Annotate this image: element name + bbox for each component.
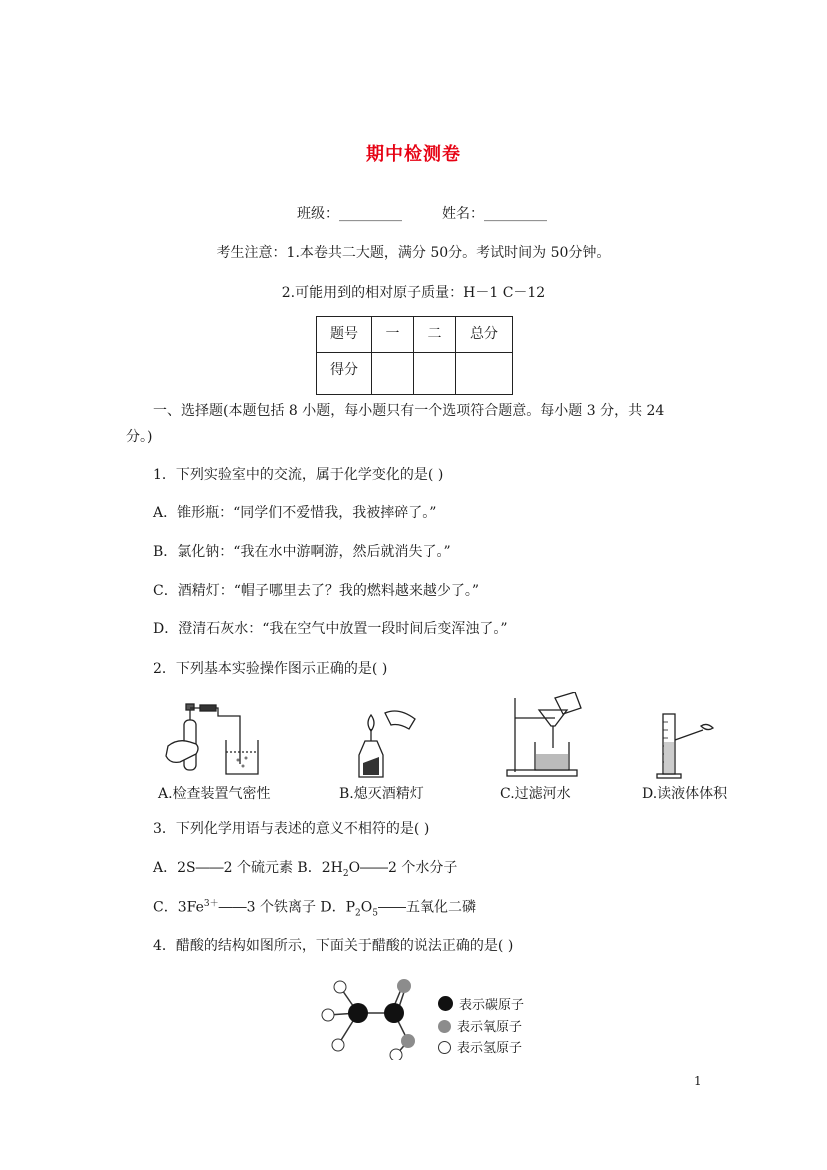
q1-option-c: C．酒精灯：“帽子哪里去了？我的燃料越来越少了。”: [153, 583, 480, 599]
score-table-score-row: [317, 353, 513, 395]
q3-subscript: 2: [342, 868, 349, 879]
legend-oxygen-label: 表示氧原子: [457, 1020, 523, 1035]
figure-caption-a: A.检查装置气密性: [158, 786, 271, 802]
hydrogen-atom: [322, 1009, 334, 1021]
q3-subscript: 2: [355, 908, 361, 919]
q3-cd-text: ――五氧化二磷: [378, 899, 476, 916]
q3-subscript: 5: [372, 908, 378, 919]
figure-caption-b: B.熄灭酒精灯: [339, 786, 424, 802]
q1-option-d: D．澄清石灰水：“我在空气中放置一段时间后变浑浊了。”: [153, 621, 508, 637]
score-cell: 得分: [317, 353, 372, 395]
oxygen-atom: [397, 979, 411, 993]
figure-caption-c: C.过滤河水: [500, 786, 571, 802]
page-title: 期中检测卷: [366, 144, 461, 165]
acetic-acid-molecule-figure: [320, 975, 430, 1060]
score-input-cell: [414, 353, 456, 395]
q3-options-ab: [153, 857, 457, 879]
legend-carbon: [438, 994, 524, 1013]
notice-line-1: 考生注意：1.本卷共二大题，满分 50分。考试时间为 50分钟。: [216, 245, 611, 261]
alcohol-lamp-figure: [345, 705, 425, 780]
q3-stem: 3．下列化学用语与表述的意义不相符的是( ): [153, 821, 430, 837]
score-cell: 题号: [317, 317, 372, 353]
score-table: [316, 316, 513, 395]
page-number: 1: [694, 1074, 702, 1088]
legend-oxygen: [438, 1016, 522, 1035]
class-field-label: 班级：_________: [297, 206, 402, 222]
q2-stem: 2．下列基本实验操作图示正确的是( ): [153, 661, 388, 677]
legend-hydrogen-label: 表示氢原子: [457, 1041, 523, 1056]
airtightness-check-figure: [160, 700, 270, 780]
hydrogen-atom: [334, 981, 346, 993]
score-input-cell: [372, 353, 414, 395]
carbon-atom: [384, 1003, 404, 1023]
notice-line-2: 2.可能用到的相对原子质量：H－1 C－12: [281, 285, 546, 301]
q3-cd-text: ――3 个铁离子 D．P: [218, 899, 356, 916]
section-heading-line-1: 一、选择题(本题包括 8 小题，每小题只有一个选项符合题意。每小题 3 分，共 24: [153, 403, 665, 419]
q3-cd-text: C．3Fe: [153, 899, 204, 916]
hydrogen-atom: [390, 1049, 402, 1060]
carbon-atom: [348, 1003, 368, 1023]
score-cell: 二: [414, 317, 456, 353]
q1-option-b: B．氯化钠：“我在水中游啊游，然后就消失了。”: [153, 544, 451, 560]
section-heading-line-2: 分。): [126, 429, 153, 445]
q3-superscript: 3＋: [203, 899, 219, 909]
q3-cd-text: O: [360, 899, 373, 916]
legend-hydrogen: [438, 1037, 522, 1056]
q3-ab-text: O――2 个水分子: [348, 860, 458, 876]
filtration-figure: [505, 692, 585, 778]
oxygen-legend-icon: [438, 1020, 451, 1033]
legend-carbon-label: 表示碳原子: [459, 998, 525, 1013]
score-input-cell: [456, 353, 513, 395]
name-field-label: 姓名：_________: [442, 206, 547, 222]
hydrogen-legend-icon: [438, 1041, 451, 1054]
q3-ab-text: A．2S――2 个硫元素 B．2H: [153, 860, 343, 876]
score-table-header-row: [317, 317, 513, 353]
figure-caption-d: D.读液体体积: [642, 786, 728, 802]
q3-options-cd: [153, 896, 476, 918]
score-cell: 一: [372, 317, 414, 353]
oxygen-atom: [401, 1034, 415, 1048]
q1-stem: 1．下列实验室中的交流，属于化学变化的是( ): [153, 467, 444, 483]
graduated-cylinder-figure: [655, 710, 725, 780]
q4-stem: 4．醋酸的结构如图所示，下面关于醋酸的说法正确的是( ): [153, 938, 514, 954]
q1-option-a: A．锥形瓶：“同学们不爱惜我，我被摔碎了。”: [153, 505, 437, 521]
score-cell: 总分: [456, 317, 513, 353]
hydrogen-atom: [332, 1039, 344, 1051]
carbon-legend-icon: [438, 996, 453, 1011]
